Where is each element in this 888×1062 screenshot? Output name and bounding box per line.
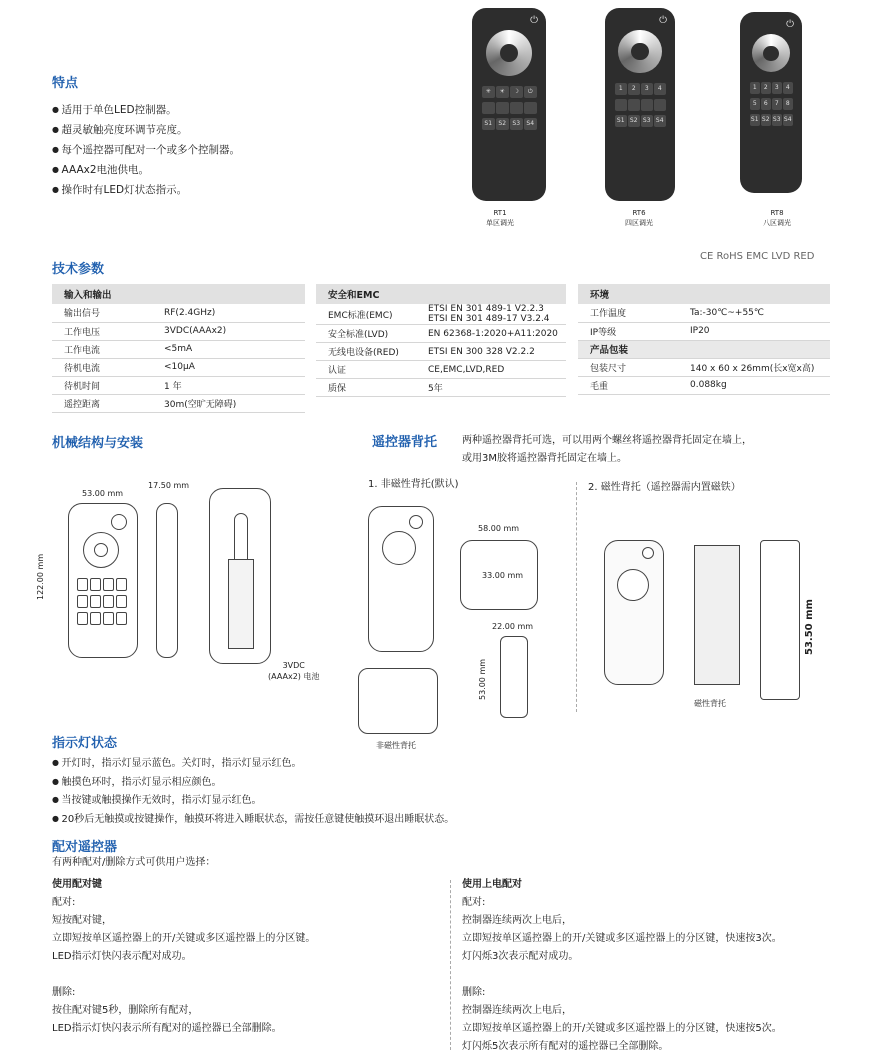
mech-front-outline [68, 503, 138, 658]
product-caption: RT8 八区调光 [763, 209, 791, 227]
pair-line: 删除: [462, 987, 486, 998]
io-table [52, 284, 305, 413]
table-row: 认证 CE,EMC,LVD,RED [316, 361, 566, 379]
pair-line: 灯闪烁3次表示配对成功。 [462, 951, 579, 962]
dim-22: 22.00 mm [492, 622, 534, 631]
holder-opt2: 2. 磁性背托（遥控器需内置磁铁） [588, 482, 741, 493]
pair-intro: 有两种配对/删除方式可供用户选择： [52, 857, 216, 868]
env-table: 环境 工作温度 Ta:-30℃~+55℃ IP等级 IP20 产品包装 包装尺寸 140 x 60 x 26mm(长x宽x高) 毛重 0.088kg [578, 284, 830, 395]
pair-right-body [462, 894, 782, 1056]
nonmag-label: 非磁性背托 [376, 741, 416, 750]
led-item: ● 触摸色环时，指示灯显示相应颜色。 [52, 773, 454, 792]
table-row: EMC标准(EMC) ETSI EN 301 489-1 V2.2.3 ETSI EN 301 489-17 V3.2.4 [316, 304, 566, 325]
pair-divider [450, 880, 451, 1050]
mech-back-outline [209, 488, 271, 664]
pair-right-head: 使用上电配对 [462, 879, 522, 890]
led-item: ● 开灯时，指示灯显示蓝色。关灯时，指示灯显示红色。 [52, 754, 454, 773]
mech-title: 机械结构与安装 [52, 436, 144, 451]
pair-line: 控制器连续两次上电后， [462, 1005, 572, 1016]
led-item: ● 20秒后无触摸或按键操作，触摸环将进入睡眠状态，需按任意键使触摸环退出睡眠状态。 [52, 810, 454, 829]
table-head: 安全和EMC [316, 284, 566, 304]
spec-title: 技术参数 [52, 262, 105, 277]
pair-line: 立即短按单区遥控器上的开/关键或多区遥控器上的分区键。 [52, 933, 316, 944]
product-remote-RT1: ⏻ ✳ ☀ ☽ ⏻ S1 S2 S3 S4 [472, 8, 546, 201]
table-row: 遥控距离 30m(空旷无障碍) [52, 394, 305, 412]
dim-width: 53.00 mm [82, 489, 124, 498]
feature-item: ● 操作时有LED灯状态指示。 [52, 180, 240, 200]
mag-holder-side [760, 540, 800, 700]
mag-label: 磁性背托 [694, 699, 726, 708]
dim-5350: 53.50 mm [804, 599, 815, 655]
table-row: 待机时间 1 年 [52, 376, 305, 394]
led-item: ● 当按键或触摸操作无效时，指示灯显示红色。 [52, 791, 454, 810]
dim-33: 33.00 mm [482, 571, 524, 580]
dim-58: 58.00 mm [478, 524, 520, 533]
led-list [52, 754, 454, 828]
table-row: 无线电设备(RED) ETSI EN 300 328 V2.2.2 [316, 343, 566, 361]
table-row: 毛重 0.088kg [578, 376, 830, 394]
pair-line: LED指示灯快闪表示所有配对的遥控器已全部删除。 [52, 1023, 282, 1034]
pair-left-head: 使用配对键 [52, 879, 102, 890]
pair-line: 配对: [462, 897, 486, 908]
pair-title: 配对遥控器 [52, 840, 118, 855]
pair-line [52, 966, 315, 984]
table-row: 工作电流 <5mA [52, 340, 305, 358]
safety-table [316, 284, 566, 397]
holder-opt1: 1. 非磁性背托(默认) [368, 479, 459, 490]
features-title: 特点 [52, 76, 79, 91]
holder-remote-outline [368, 506, 434, 652]
table-row: 包装尺寸 140 x 60 x 26mm(长x宽x高) [578, 358, 830, 376]
feature-item: ● AAAx2电池供电。 [52, 160, 240, 180]
battery-label: 3VDC (AAAx2) 电池 [268, 661, 320, 681]
pair-line: 控制器连续两次上电后， [462, 915, 572, 926]
pair-line: LED指示灯快闪表示配对成功。 [52, 951, 192, 962]
table-row: 工作电压 3VDC(AAAx2) [52, 322, 305, 340]
dim-53: 53.00 mm [478, 658, 487, 700]
dim-height: 122.00 mm [36, 553, 45, 600]
pair-line: 灯闪烁5次表示所有配对的遥控器已全部删除。 [462, 1041, 669, 1052]
product-remote-RT6: ⏻ 1 2 3 4 S1 S2 S3 S4 [605, 8, 675, 201]
pair-line: 立即短按单区遥控器上的开/关键或多区遥控器上的分区键，快速按5次。 [462, 1023, 782, 1034]
pair-line: 按住配对键5秒，删除所有配对， [52, 1005, 199, 1016]
table-head: 输入和输出 [52, 284, 305, 304]
pair-line: 删除: [52, 987, 76, 998]
pair-line: 配对: [52, 897, 76, 908]
holder-title: 遥控器背托 [372, 435, 438, 450]
pair-line [462, 966, 782, 984]
holder-desc: 两种遥控器背托可选，可以用两个螺丝将遥控器背托固定在墙上， 或用3M胶将遥控器背托固定在墙上。 [462, 435, 752, 464]
table-row: IP等级 IP20 [578, 322, 830, 340]
cert-logos: CE RoHS EMC LVD RED [700, 251, 815, 262]
feature-item: ● 超灵敏触亮度环调节亮度。 [52, 120, 240, 140]
table-head: 环境 [578, 284, 830, 304]
feature-item: ● 每个遥控器可配对一个或多个控制器。 [52, 140, 240, 160]
product-remote-RT8: ⏻ 1 2 3 4 5 6 7 8 S1 S2 S3 S4 [740, 12, 802, 193]
mech-side-outline [156, 503, 178, 658]
product-caption: RT1 单区调光 [486, 209, 514, 227]
table-row: 安全标准(LVD) EN 62368-1:2020+A11:2020 [316, 325, 566, 343]
table-row: 待机电流 <10μA [52, 358, 305, 376]
table-row: 输出信号 RF(2.4GHz) [52, 304, 305, 322]
feature-item: ● 适用于单色LED控制器。 [52, 100, 240, 120]
holder-side [500, 636, 528, 718]
pair-left-body [52, 894, 315, 1038]
table-row: 质保 5年 [316, 379, 566, 397]
pair-line: 短按配对键， [52, 915, 112, 926]
led-title: 指示灯状态 [52, 736, 118, 751]
dim-depth: 17.50 mm [148, 481, 190, 490]
pair-line: 立即短按单区遥控器上的开/关键或多区遥控器上的分区键，快速按3次。 [462, 933, 782, 944]
mag-remote-outline [604, 540, 664, 685]
divider [576, 482, 577, 712]
nonmag-holder [358, 668, 438, 734]
table-row: 工作温度 Ta:-30℃~+55℃ [578, 304, 830, 322]
product-caption: RT6 四区调光 [625, 209, 653, 227]
features-list [52, 100, 240, 200]
mag-holder [694, 545, 740, 685]
